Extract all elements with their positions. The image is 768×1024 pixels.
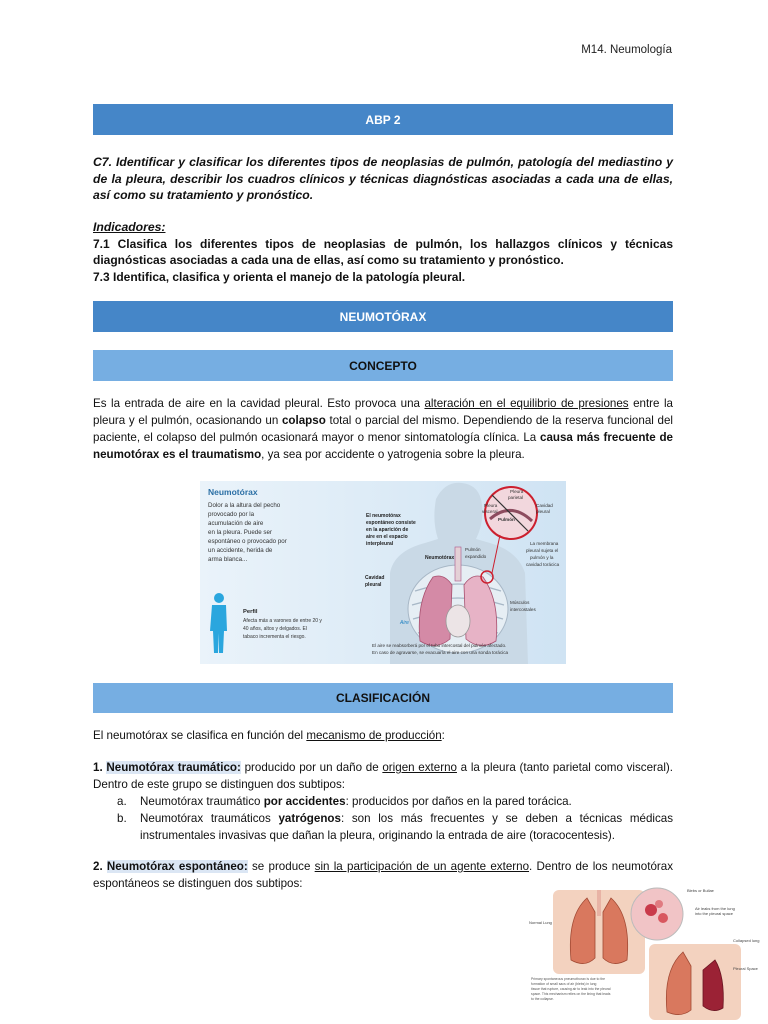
callout-spont-4: interpleural — [366, 541, 394, 547]
label-musculos-1: intercostales — [510, 607, 536, 612]
subitem-b-marker: b. — [117, 812, 127, 825]
infographic-title: Neumotórax — [208, 487, 258, 497]
classification-intro-end: : — [441, 729, 445, 742]
indicators-title: Indicadores: — [93, 220, 166, 234]
label-cavidad2-0: Cavidad — [536, 503, 553, 508]
label-membrana-0: La membrana — [530, 541, 559, 546]
item2-number: 2. — [93, 860, 107, 873]
sub-b-text-1: Neumotórax traumáticos — [140, 812, 279, 825]
label-pleura-parietal-1: parietal — [508, 495, 524, 500]
label-neumotorax: Neumotórax — [425, 555, 455, 561]
item2-text-2: . Dentro de los neumotórax espontáneos se distinguen dos subtipos: — [93, 860, 673, 890]
page-header-module: M14. Neumología — [581, 44, 672, 56]
label-pulmon-exp-0: Pulmón — [465, 547, 481, 552]
item2-underline: sin la participación de un agente externo — [314, 860, 530, 873]
lungfig-caption-3: space. This mechanism relies on the lining that leads — [531, 992, 611, 996]
objective-text: Identificar y clasificar los diferentes tipos de neoplasias de pulmón, patología del mediastino y de la pleura, describir los cuadros clínicos y técnicas diagnósticas asociadas a cada una de ellas, así como su tratamiento y pronóstico. — [93, 155, 674, 202]
classification-intro-text: El neumotórax se clasifica en función del — [93, 729, 307, 742]
lungfig-caption-4: to the collapse. — [531, 997, 554, 1001]
lungfig-caption-1: formation of small sacs of air (blebs) in lung — [531, 982, 597, 986]
sub-a-text-2: : producidos por daños en la pared torácica. — [345, 795, 572, 808]
spontaneous-pneumothorax-figure — [527, 886, 763, 1022]
subitem-a-marker: a. — [117, 795, 127, 808]
label-pulmon-exp-1: expandido — [465, 554, 487, 559]
lungfig-pleural-label: Pleural Space — [733, 966, 758, 971]
concept-underline-1: alteración en el equilibrio de presiones — [424, 397, 629, 410]
indicators-block — [93, 219, 673, 285]
concept-paragraph — [93, 395, 673, 463]
infographic-desc-2: acumulación de aire — [208, 520, 264, 527]
infographic-profile-title: Perfil — [243, 609, 258, 615]
item1-number: 1. — [93, 761, 107, 774]
callout-spont-3: aire en el espacio — [366, 534, 408, 540]
label-membrana-3: cavidad torácica — [526, 562, 560, 567]
concept-text-2: entre la pleura y el pulmón, ocasionando un — [93, 397, 673, 427]
concept-bold-cause: causa más frecuente de neumotórax es el traumatismo — [93, 431, 674, 461]
infographic-desc-1: provocado por la — [208, 511, 255, 518]
label-cavidad2-1: pleural — [536, 509, 550, 514]
sub-a-bold: por accidentes — [263, 795, 346, 808]
label-musculos-0: Músculos — [510, 600, 530, 605]
lungfig-airleak-0: Air leaks from the lung — [695, 906, 735, 911]
concept-text-3: total o parcial del mismo. Dependiendo de la reserva funcional del paciente, el colapso del pulmón ocasionará mayor o menor sintomatología clínica. La — [93, 414, 673, 444]
lungfig-caption-0: Primary spontaneous pneumothorax is due to the — [531, 977, 606, 981]
infographic-desc-6: arma blanca... — [208, 556, 248, 563]
banner-neumotorax: NEUMOTÓRAX — [93, 301, 673, 332]
callout-spont-2: en la aparición de — [366, 527, 409, 533]
item1-underline: origen externo — [382, 761, 457, 774]
sub-b-text-2: : son los más frecuentes y se deben a técnicas médicas instrumentales invasivas que dañan la pleura, originando la entrada de aire (toracocentesis). — [140, 812, 674, 842]
infographic-profile-2: tabaco incrementa el riesgo. — [243, 634, 306, 640]
callout-spont-1: espontáneo consiste — [366, 520, 416, 526]
item1-text-1: producido por un daño de — [240, 761, 383, 774]
label-pleura-parietal-0: Pleura — [510, 489, 524, 494]
infographic-desc-4: espontáneo o provocado por — [208, 538, 287, 545]
sub-b-bold: yatrógenos — [278, 812, 341, 825]
subitem-a — [140, 793, 673, 810]
infographic-desc-0: Dolor a la altura del pecho — [208, 502, 281, 509]
lungfig-normal-label: Normal Lung — [529, 920, 552, 925]
objective-paragraph — [93, 154, 673, 204]
infographic-desc-3: en la pleura. Puede ser — [208, 529, 272, 536]
classification-item-1 — [93, 759, 673, 793]
label-pleura-visceral-1: visceral — [482, 509, 498, 514]
infographic-profile-0: Afecta más a varones de entre 20 y — [243, 618, 322, 624]
lungfig-airleak-1: into the pleural space — [695, 911, 734, 916]
objective-code: C7. — [93, 155, 112, 169]
item1-text-2: a la pleura (tanto parietal como visceral). Dentro de este grupo se distinguen dos subtipos: — [93, 761, 674, 791]
item1-label: Neumotórax traumático: — [106, 761, 241, 774]
label-membrana-2: pulmón y la — [530, 555, 554, 560]
infographic-profile-1: 40 años, altos y delgados. El — [243, 626, 307, 632]
label-pleura-visceral-0: Pleura — [484, 503, 498, 508]
indicator-7-1: 7.1 Clasifica los diferentes tipos de neoplasias de pulmón, los hallazgos clínicos y técnicas diagnósticas asociadas a cada una de ellas, así como su tratamiento y pronóstico. — [93, 236, 673, 267]
infographic-footer-0: El aire se reabsorberá por el tubo intercostal del pulmón afectado. — [372, 643, 507, 648]
concept-text-4: , ya sea por accidente o yatrogenia sobre la pleura. — [261, 448, 525, 461]
lungfig-blebs-label: Blebs or Bullae — [687, 888, 714, 893]
neumotorax-infographic — [200, 481, 566, 664]
concept-text-1: Es la entrada de aire en la cavidad pleural. Esto provoca una — [93, 397, 425, 410]
infographic-desc-5: un accidente, herida de — [208, 547, 273, 554]
indicator-7-3: 7.3 Identifica, clasifica y orienta el manejo de la patología pleural. — [93, 269, 466, 284]
lungfig-caption-2: tissue that rupture, causing air to leak into the pleural — [531, 987, 611, 991]
lungfig-collapsed-label: Collapsed lung — [733, 938, 760, 943]
label-cavidad-1: pleural — [365, 582, 382, 588]
label-pulmon: Pulmón — [498, 517, 515, 522]
sub-a-text-1: Neumotórax traumático — [140, 795, 264, 808]
infographic-footer-1: En caso de agravarse, se evacuaría el aire con una sonda torácica — [372, 650, 509, 655]
classification-intro-underline: mecanismo de producción — [306, 729, 442, 742]
banner-abp: ABP 2 — [93, 104, 673, 135]
banner-clasificacion: CLASIFICACIÓN — [93, 683, 673, 713]
item2-text-1: se produce — [247, 860, 315, 873]
concept-bold-colapso: colapso — [281, 414, 326, 427]
callout-spont-0: El neumotórax — [366, 513, 401, 519]
classification-intro — [93, 727, 673, 744]
subitem-b — [140, 810, 673, 844]
banner-concepto: CONCEPTO — [93, 350, 673, 381]
label-membrana-1: pleural sujeta el — [526, 548, 559, 553]
label-aire: Aire — [400, 620, 409, 626]
label-cavidad-0: Cavidad — [365, 575, 385, 581]
item2-label: Neumotórax espontáneo: — [106, 860, 248, 873]
